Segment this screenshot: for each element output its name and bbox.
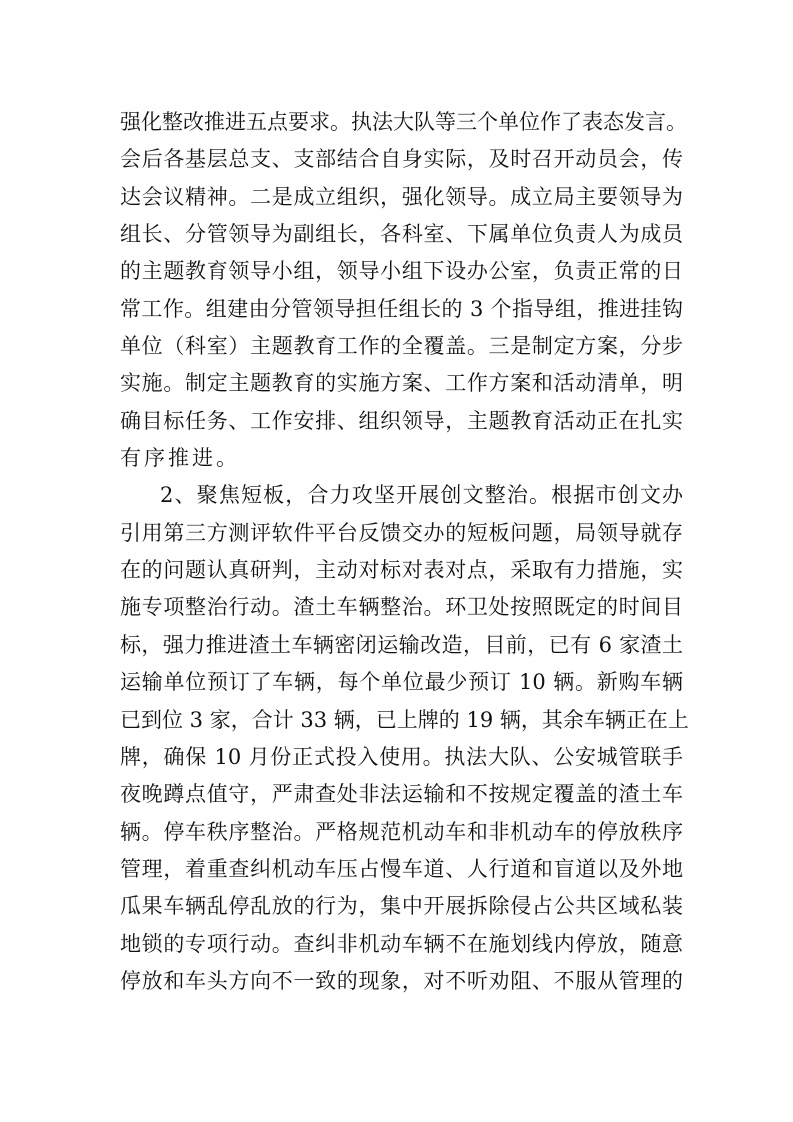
text-line: 辆。停车秩序整治。严格规范机动车和非机动车的停放秩序: [120, 819, 683, 844]
text-line: 单位（科室）主题教育工作的全覆盖。三是制定方案，分步: [120, 334, 683, 359]
text-line: 标，强力推进渣土车辆密闭运输改造，目前，已有 6 家渣土: [120, 632, 683, 657]
text-line: 在的问题认真研判，主动对标对表对点，采取有力措施，实: [120, 558, 683, 583]
text-line: 管理，着重查纠机动车压占慢车道、人行道和盲道以及外地: [120, 856, 683, 881]
text-line: 实施。制定主题教育的实施方案、工作方案和活动清单，明: [120, 371, 683, 396]
text-line: 施专项整治行动。渣土车辆整治。环卫处按照既定的时间目: [120, 595, 683, 620]
text-line: 瓜果车辆乱停乱放的行为，集中开展拆除侵占公共区域私装: [120, 894, 683, 919]
text-line: 牌，确保 10 月份正式投入使用。执法大队、公安城管联手: [120, 744, 683, 769]
text-line: 组长、分管领导为副组长，各科室、下属单位负责人为成员: [120, 222, 683, 247]
text-line: 有序推进。: [120, 446, 240, 471]
text-line: 地锁的专项行动。查纠非机动车辆不在施划线内停放，随意: [120, 931, 683, 956]
text-line: 会后各基层总支、支部结合自身实际，及时召开动员会，传: [120, 147, 683, 172]
text-line: 确目标任务、工作安排、组织领导，主题教育活动正在扎实: [120, 408, 683, 433]
text-line: 常工作。组建由分管领导担任组长的 3 个指导组，推进挂钩: [120, 296, 683, 321]
text-line: 强化整改推进五点要求。执法大队等三个单位作了表态发言。: [120, 110, 687, 134]
text-line: 的主题教育领导小组，领导小组下设办公室，负责正常的日: [120, 259, 683, 284]
text-line: 引用第三方测评软件平台反馈交办的短板问题，局领导就存: [120, 520, 683, 545]
document-body: [120, 104, 689, 1000]
text-line: 夜晚蹲点值守，严肃查处非法运输和不按规定覆盖的渣土车: [120, 782, 683, 807]
text-line: 停放和车头方向不一致的现象，对不听劝阻、不服从管理的: [120, 968, 683, 993]
text-line: 已到位 3 家，合计 33 辆，已上牌的 19 辆，其余车辆正在上: [120, 707, 689, 732]
section-heading-line: 2、聚焦短板，合力攻坚开展创文整治。根据市创文办: [160, 483, 683, 508]
text-line: 运输单位预订了车辆，每个单位最少预订 10 辆。新购车辆: [120, 670, 683, 695]
text-line: 达会议精神。二是成立组织，强化领导。成立局主要领导为: [120, 184, 683, 209]
